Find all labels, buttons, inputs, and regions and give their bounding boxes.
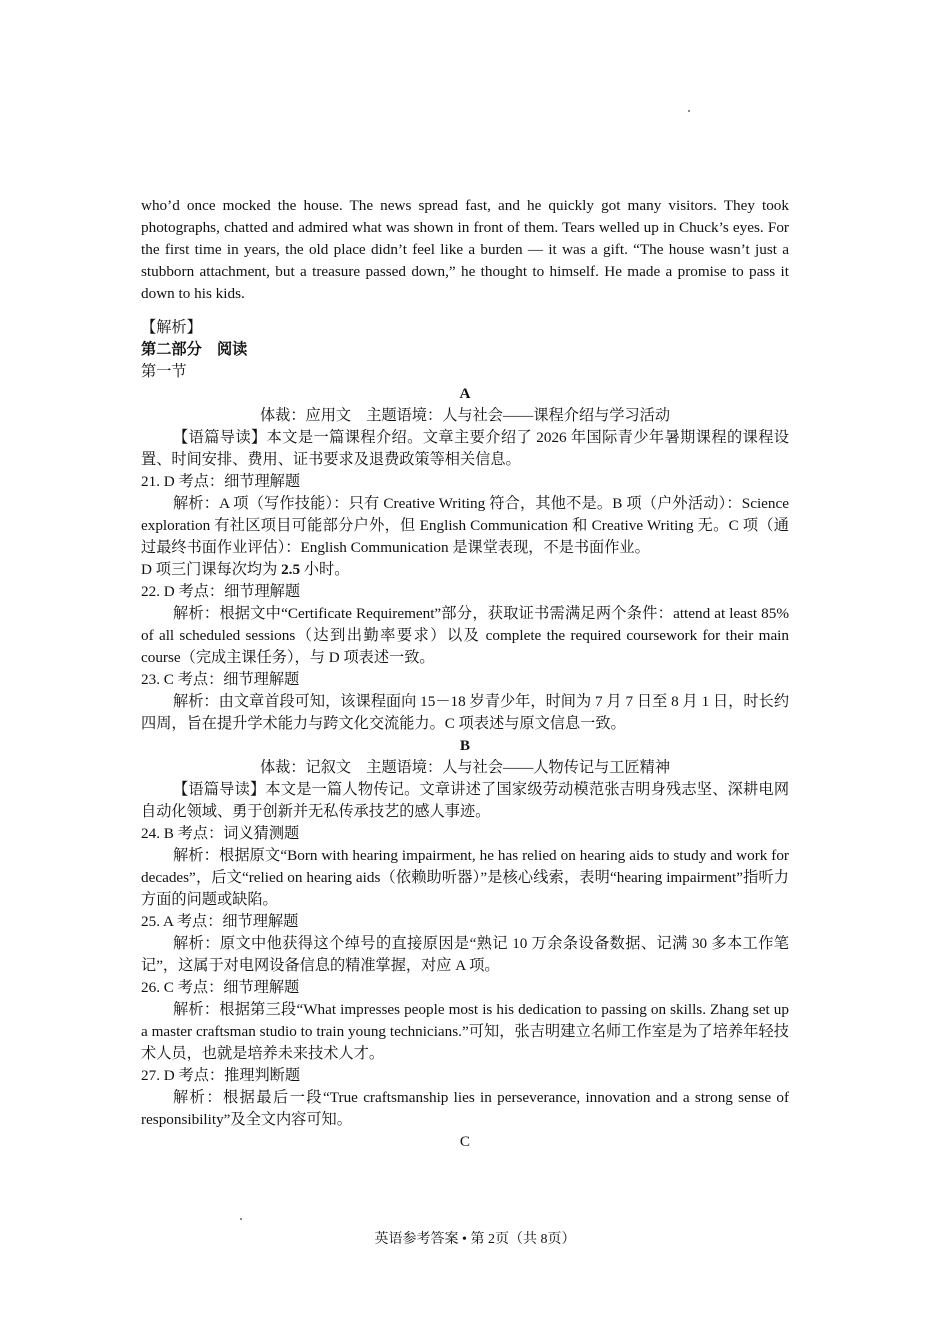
q22-heading: 22. D 考点：细节理解题 xyxy=(141,583,301,600)
section-title: 第一节 xyxy=(141,363,187,380)
page-footer: 英语参考答案 • 第 2页（共 8页） xyxy=(374,1232,576,1247)
q21-explanation-tail: D 项三门课每次均为 2.5 小时。 xyxy=(141,561,350,578)
q24-heading: 24. B 考点：词义猜测题 xyxy=(141,825,300,842)
passage-b-heading: B xyxy=(459,737,471,754)
passage-b-guide: 【语篇导读】本文是一篇人物传记。文章讲述了国家级劳动模范张吉明身残志坚、深耕电网自动化领域、勇于创新并无私传承技艺的感人事迹。 xyxy=(141,781,789,820)
q24-explanation: 解析：根据原文“Born with hearing impairment, he has relied on hearing aids to study and work for decades”，后文“relied on hearing aids（依赖助听器）”是核心线索，表明“hearing impairment”指听力方面的问题或缺陷。 xyxy=(141,847,789,908)
passage-a-heading: A xyxy=(459,385,471,402)
passage-c-heading: C xyxy=(459,1133,471,1150)
q21-heading: 21. D 考点：细节理解题 xyxy=(141,473,301,490)
scan-speck xyxy=(688,110,690,112)
q27-heading: 27. D 考点：推理判断题 xyxy=(141,1067,301,1084)
q27-explanation: 解析：根据最后一段“True craftsmanship lies in perseverance, innovation and a strong sense of responsibility”及全文内容可知。 xyxy=(141,1089,789,1128)
q22-explanation: 解析：根据文中“Certificate Requirement”部分，获取证书需满足两个条件：attend at least 85% of all scheduled sessions（达到出勤率要求）以及 complete the required coursework for their main course（完成主课任务），与 D 项表述一致。 xyxy=(141,605,789,666)
q21-explanation: 解析：A 项（写作技能）：只有 Creative Writing 符合，其他不是。B 项（户外活动）：Science exploration 有社区项目可能部分户外，但 English Communication 和 Creative Writing 无。C 项（通过最终书面作业评估）：English Communication 是课堂表现，不是书面作业。 xyxy=(141,495,789,556)
story-continuation-paragraph: who’d once mocked the house. The news spread fast, and he quickly got many visitors. They took photographs, chatted and admired what was shown in front of them. Tears welled up in Chuck’s eyes. For the first time in years, the old place didn’t feel like a burden — it was a gift. “The house wasn’t just a stubborn attachment, but a treasure passed down,” he thought to himself. He made a promise to pass it down to his kids. xyxy=(141,197,789,302)
q25-explanation: 解析：原文中他获得这个绰号的直接原因是“熟记 10 万余条设备数据、记满 30 多本工作笔记”，这属于对电网设备信息的精准掌握，对应 A 项。 xyxy=(141,935,789,974)
q26-explanation: 解析：根据第三段“What impresses people most is his dedication to passing on skills. Zhang set up a master craftsman studio to train young technicians.”可知，张吉明建立名师工作室是为了培养年轻技术人员，也就是培养未来技术人才。 xyxy=(141,1001,789,1062)
passage-b-genre: 体裁：记叙文 主题语境：人与社会——人物传记与工匠精神 xyxy=(259,759,671,776)
passage-a-guide: 【语篇导读】本文是一篇课程介绍。文章主要介绍了 2026 年国际青少年暑期课程的课程设置、时间安排、费用、证书要求及退费政策等相关信息。 xyxy=(141,429,789,468)
part-title: 第二部分 阅读 xyxy=(141,341,248,358)
analysis-label: 【解析】 xyxy=(141,319,202,336)
passage-a-genre: 体裁：应用文 主题语境：人与社会——课程介绍与学习活动 xyxy=(259,407,671,424)
q26-heading: 26. C 考点：细节理解题 xyxy=(141,979,300,996)
q23-heading: 23. C 考点：细节理解题 xyxy=(141,671,300,688)
page-content xyxy=(141,195,789,1153)
scan-speck xyxy=(240,1218,242,1220)
q23-explanation: 解析：由文章首段可知，该课程面向 15－18 岁青少年，时间为 7 月 7 日至 8 月 1 日，时长约四周，旨在提升学术能力与跨文化交流能力。C 项表述与原文信息一致。 xyxy=(141,693,789,732)
q25-heading: 25. A 考点：细节理解题 xyxy=(141,913,299,930)
